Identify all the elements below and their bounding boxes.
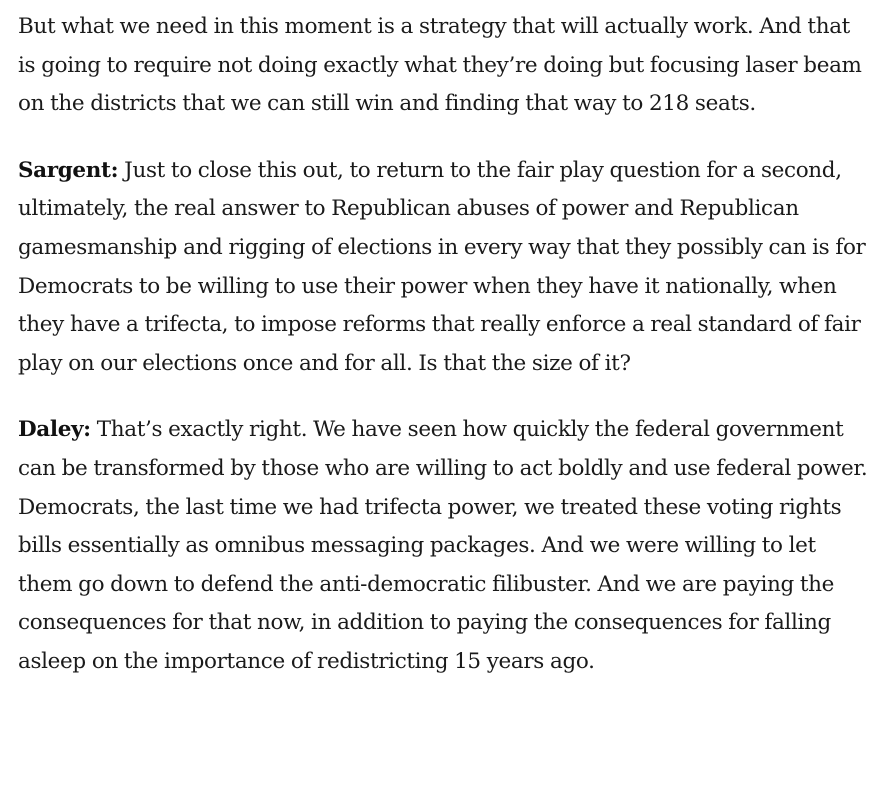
speaker-label: Sargent:	[18, 157, 119, 183]
paragraph-text: Just to close this out, to return to the fair play question for a second, ultimately, the real answer to Republican abuses of power and Republican gamesmanship and rigging of elections in every way that they possibly can is for Democrats to be willing to use their power when they have it nationally, when they have a trifecta, to impose reforms that really enforce a real standard of fair play on our elections once and for all. Is that the size of it?	[18, 157, 866, 376]
paragraph-sargent	[18, 152, 868, 384]
article-body	[18, 8, 868, 710]
paragraph-daley	[18, 411, 868, 681]
paragraph-intro	[18, 8, 868, 124]
speaker-label: Daley:	[18, 417, 91, 443]
paragraph-text: That’s exactly right. We have seen how quickly the federal government can be transformed by those who are willing to act boldly and use federal power. Democrats, the last time we had trifecta power, we treated these voting rights bills essentially as omnibus messaging packages. And we were willing to let them go down to defend the anti-democratic filibuster. And we are paying the consequences for that now, in addition to paying the consequences for falling asleep on the importance of redistricting 15 years ago.	[18, 417, 868, 674]
paragraph-text: But what we need in this moment is a strategy that will actually work. And that is going to require not doing exactly what they’re doing but focusing laser beam on the districts that we can still win and finding that way to 218 seats.	[18, 14, 862, 117]
